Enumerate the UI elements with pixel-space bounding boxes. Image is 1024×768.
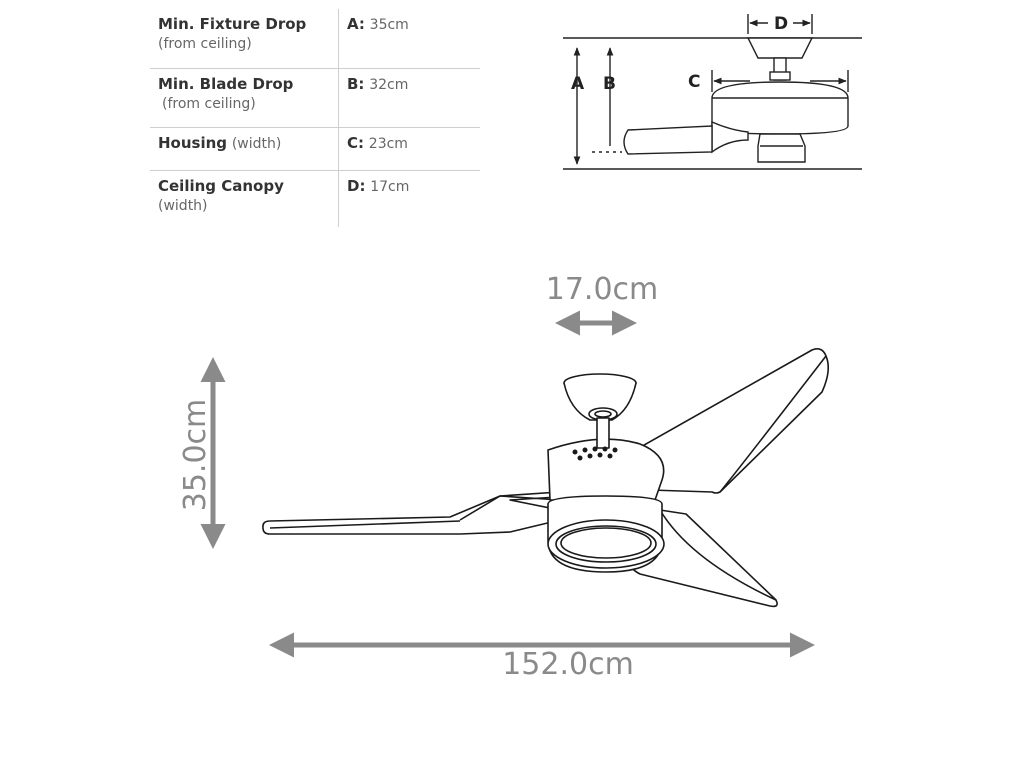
spec-note: (width) (158, 198, 208, 214)
label-a: A (571, 74, 585, 94)
spec-key: A: (347, 15, 365, 33)
fan-illustration (263, 349, 828, 607)
spec-key: D: (347, 177, 366, 195)
spec-value: 17cm (370, 179, 410, 195)
small-canopy (748, 38, 812, 58)
spec-name: Min. Blade Drop (158, 75, 294, 93)
spec-key: B: (347, 75, 365, 93)
small-blade (624, 126, 712, 154)
spec-value: 35cm (369, 17, 409, 33)
small-housing (712, 82, 848, 134)
label-c: C (688, 72, 701, 92)
spec-name: Housing (158, 134, 228, 152)
spec-key: C: (347, 134, 365, 152)
label-d: D (774, 14, 789, 34)
small-light (758, 134, 805, 162)
canopy-width-label: 17.0cm (545, 272, 659, 307)
spec-value: 32cm (369, 77, 409, 93)
light-lens (556, 526, 656, 562)
label-b: B (603, 74, 616, 94)
height-label: 35.0cm (178, 398, 213, 512)
spec-name: Min. Fixture Drop (158, 15, 307, 33)
spec-name: Ceiling Canopy (158, 177, 284, 195)
spec-note: (width) (231, 136, 282, 152)
downrod (597, 418, 609, 448)
spec-value: 23cm (368, 136, 408, 152)
span-label: 152.0cm (502, 647, 634, 682)
spec-note: (from ceiling) (158, 36, 252, 52)
spec-note: (from ceiling) (162, 96, 256, 112)
